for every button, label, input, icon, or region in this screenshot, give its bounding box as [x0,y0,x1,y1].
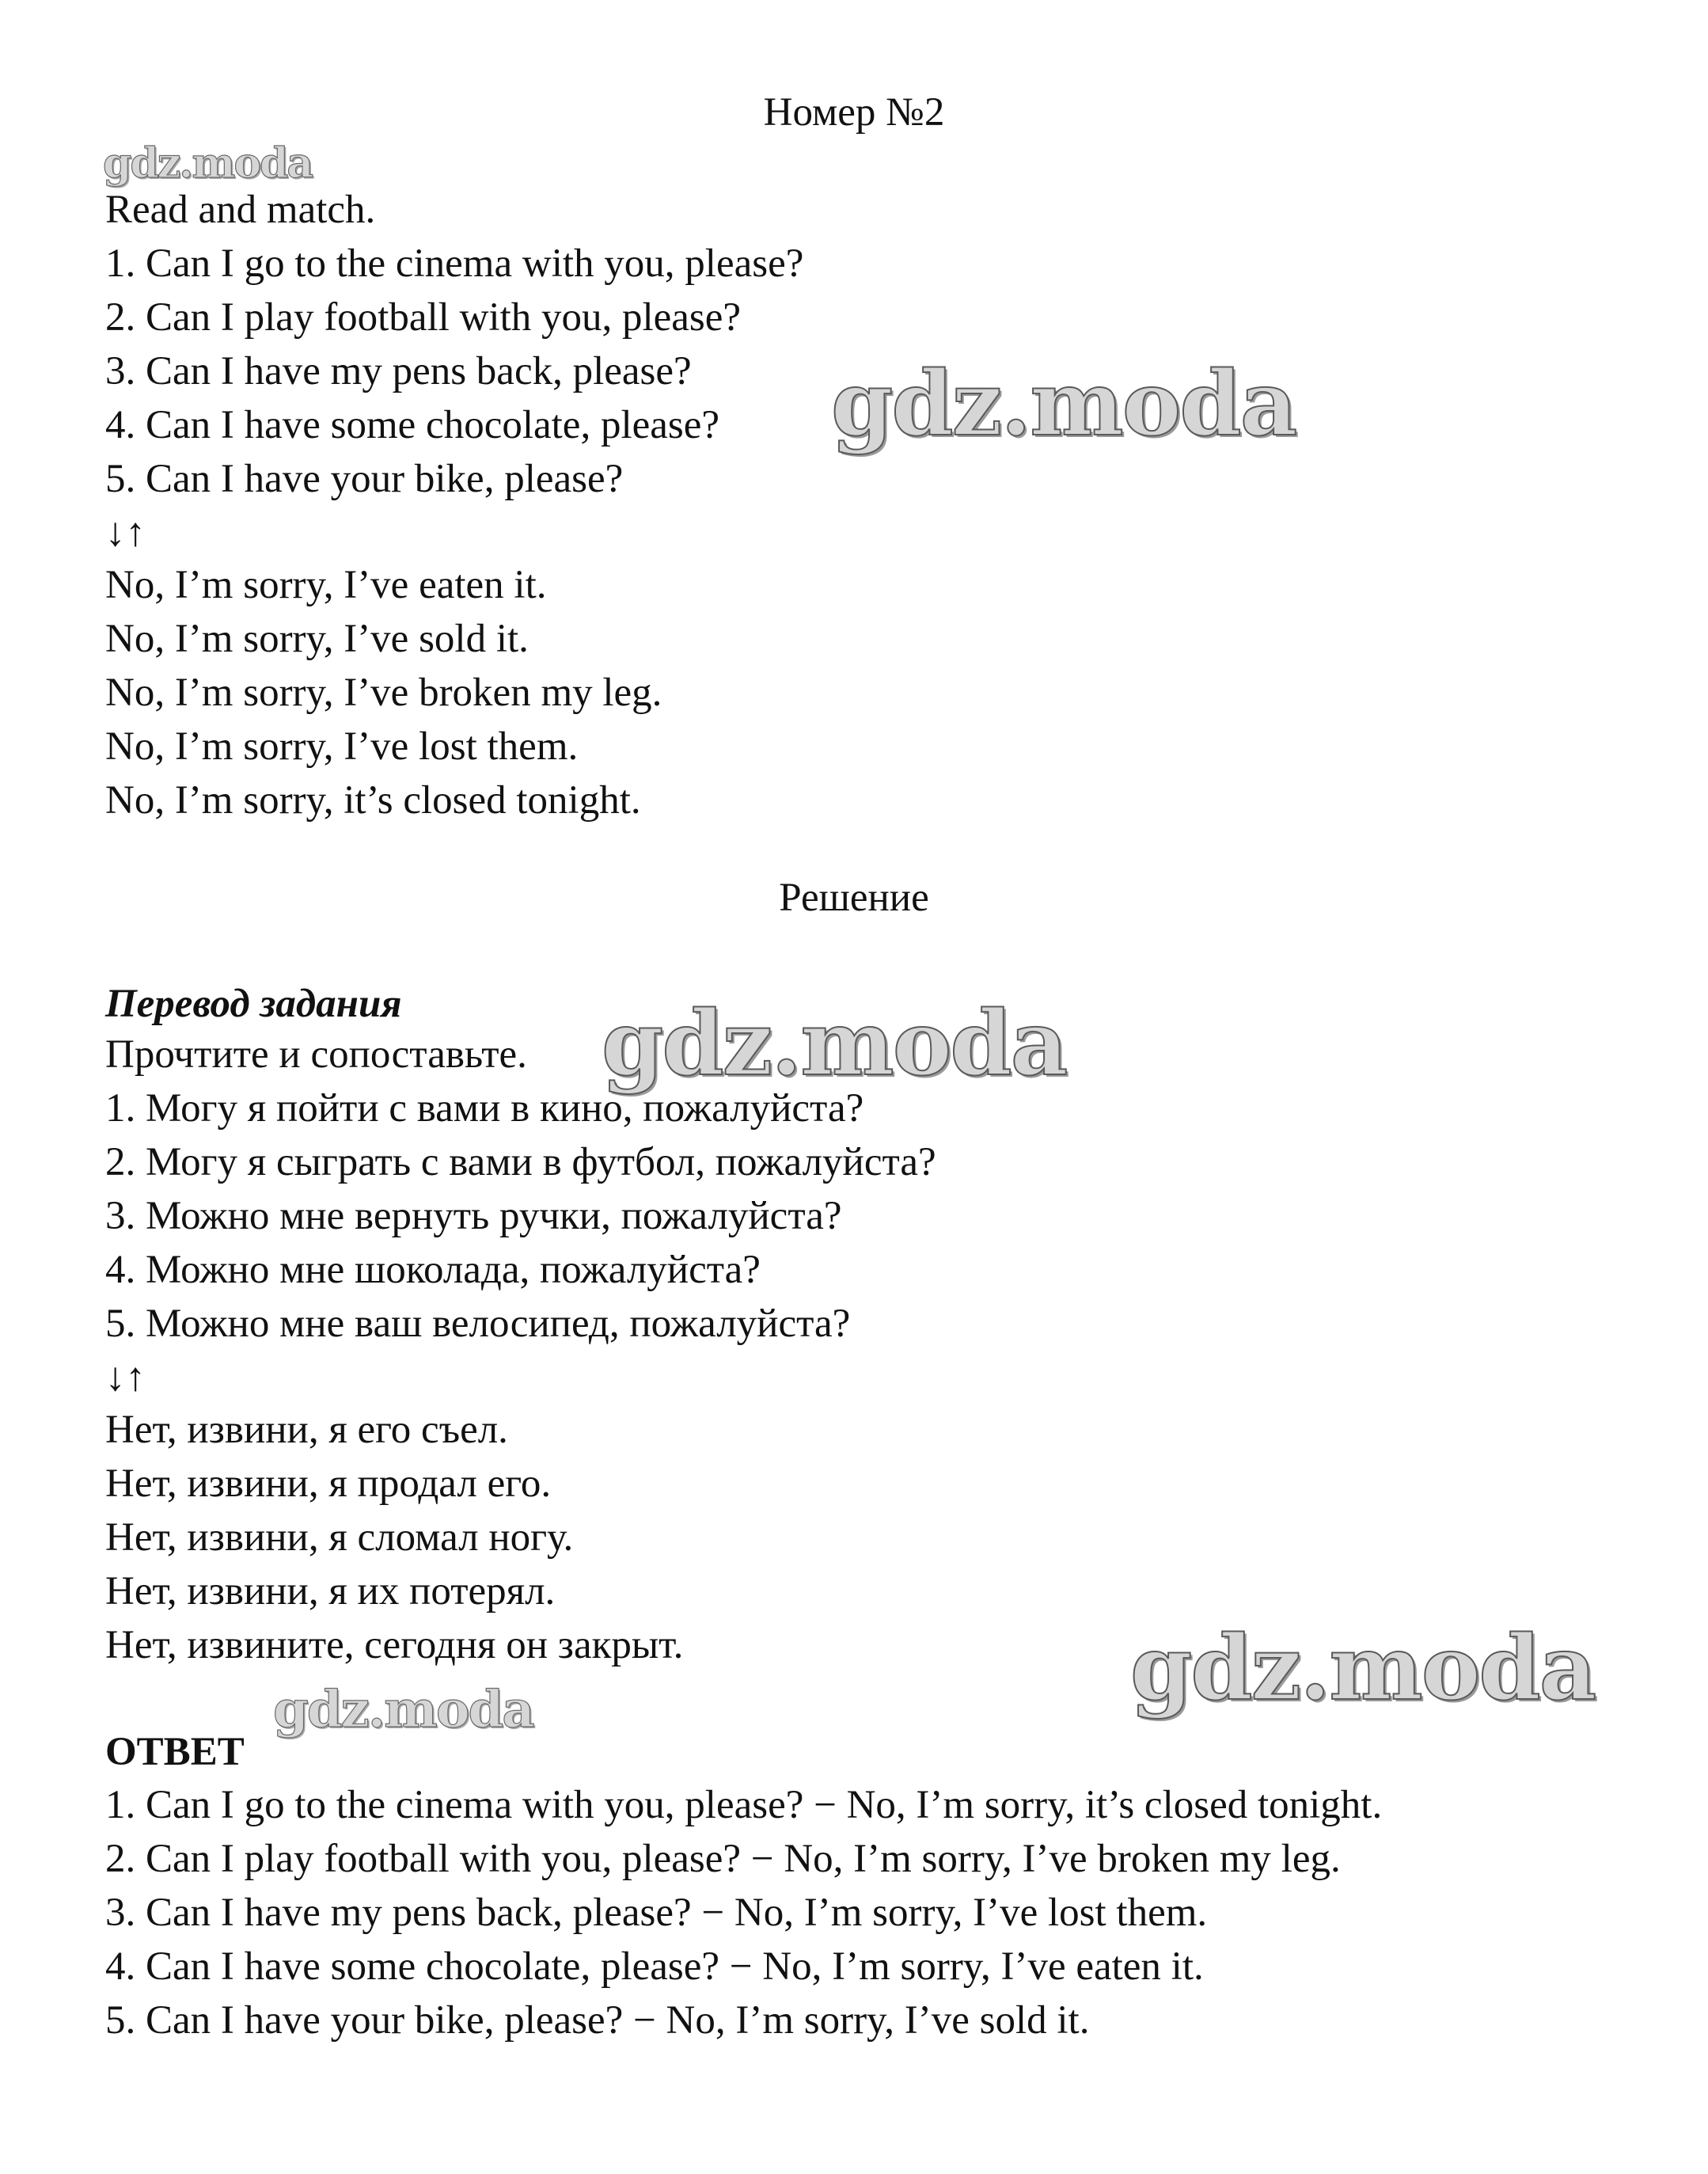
translation-question: 1. Могу я пойти с вами в кино, пожалуйста? [105,1086,864,1131]
task-question: 4. Can I have some chocolate, please? [105,403,720,447]
translation-answer: Нет, извини, я его съел. [105,1408,508,1452]
watermark-logo: gdz.moda [103,139,313,188]
translation-answer: Нет, извини, я сломал ногу. [105,1515,574,1560]
task-answer: No, I’m sorry, I’ve lost them. [105,724,579,769]
watermark-logo: gdz.moda [602,992,1067,1096]
translation-answer: Нет, извини, я их потерял. [105,1569,556,1613]
task-answer: No, I’m sorry, I’ve eaten it. [105,563,547,607]
task-answer: No, I’m sorry, I’ve broken my leg. [105,671,662,715]
watermark-logo: gdz.moda [273,1680,533,1739]
task-instruction: Read and match. [105,188,376,232]
translation-question: 4. Можно мне шоколада, пожалуйста? [105,1248,761,1292]
task-question: 1. Can I go to the cinema with you, please? [105,241,804,286]
answer-line: 1. Can I go to the cinema with you, please? − No, I’m sorry, it’s closed tonight. [105,1783,1383,1827]
answer-line: 3. Can I have my pens back, please? − No, I’m sorry, I’ve lost them. [105,1891,1208,1935]
translation-answer: Нет, извини, я продал его. [105,1461,552,1506]
watermark-logo: gdz.moda [831,352,1296,456]
task-question: 3. Can I have my pens back, please? [105,349,692,393]
answer-line: 5. Can I have your bike, please? − No, I’m sorry, I’ve sold it. [105,1998,1090,2043]
task-question: 5. Can I have your bike, please? [105,457,624,501]
translation-question: 3. Можно мне вернуть ручки, пожалуйста? [105,1194,842,1238]
watermark-logo: gdz.moda [1130,1617,1596,1720]
answer-line: 2. Can I play football with you, please? − No, I’m sorry, I’ve broken my leg. [105,1837,1341,1881]
answer-heading: ОТВЕТ [105,1730,245,1774]
translation-question: 2. Могу я сыграть с вами в футбол, пожалуйста? [105,1140,936,1184]
translation-answer: Нет, извините, сегодня он закрыт. [105,1623,684,1667]
arrows-icon: ↓↑ [105,1355,146,1400]
task-question: 2. Can I play football with you, please? [105,295,742,340]
answer-line: 4. Can I have some chocolate, please? − No, I’m sorry, I’ve eaten it. [105,1944,1204,1989]
arrows-icon: ↓↑ [105,511,146,555]
task-answer: No, I’m sorry, I’ve sold it. [105,617,529,661]
task-answer: No, I’m sorry, it’s closed tonight. [105,778,641,823]
page-title: Номер №2 [763,90,945,135]
solution-title: Решение [779,876,929,920]
translation-question: 5. Можно мне ваш велосипед, пожалуйста? [105,1302,851,1346]
translation-instruction: Прочтите и сопоставьте. [105,1032,527,1077]
translation-heading: Перевод задания [105,982,402,1026]
